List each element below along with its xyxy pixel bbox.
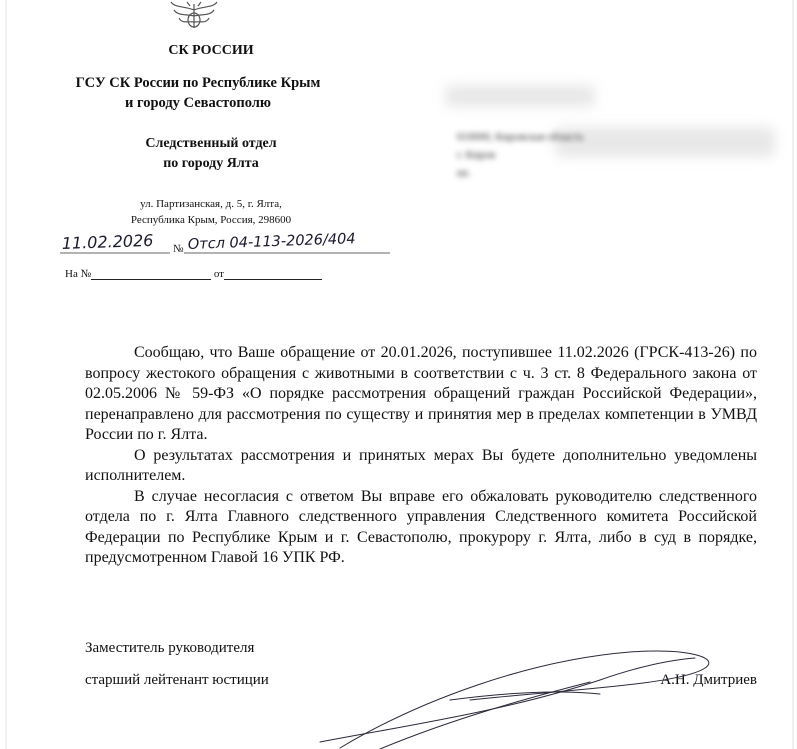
address-line-2: Республика Крым, Россия, 298600 [130,214,292,226]
dept-line-1: Следственный отдел [145,136,277,151]
letter-body [85,343,757,569]
signer-title: Заместитель руководителя [85,640,255,656]
org-line-1: ГСУ СК России по Республике Крым [75,75,321,91]
body-paragraph-3: В случае несогласия с ответом Вы вправе его обжаловать руководителю следственного отдела по г. Ялта Главного следственного управления Следственного комитета Российской Федерации по Республике Крым и г. Севастополю, прокурору г. Ялта, либо в суд в порядке, предусмотренном Главой 16 УПК РФ. [85,487,757,566]
org-short-name: СК РОССИИ [168,43,254,58]
org-address [80,196,342,228]
emblem-icon [165,0,223,30]
handwritten-signature-icon [300,630,720,749]
recipient-line-2: г. Киров [457,149,496,161]
redaction-fog [555,127,775,157]
reference-line [65,268,322,280]
reg-number-handwritten: Отсл 04-113-2026/404 [187,231,356,253]
signer-name: А.Н. Дмитриев [660,672,757,688]
recipient-line-3: кв. [457,167,471,179]
ref-label: На № [65,268,92,280]
redaction-fog [445,85,595,107]
department-name [80,134,342,174]
body-paragraph-1: Сообщаю, что Ваше обращение от 20.01.2026, поступившее 11.02.2026 (ГРСК-413-26) по вопросу жестокого обращения с животными в соответствии с ч. 3 ст. 8 Федерального закона от 02.05.2006 № 59-ФЗ «О порядке рассмотрения обращений граждан Российской Федерации», перенаправлено для рассмотрения по существу и принятия мер в пределах компетенции в УМВД России по г. Ялта. [85,344,757,443]
org-full-name [40,73,356,113]
address-line-1: ул. Партизанская, д. 5, г. Ялта, [140,198,282,210]
ref-date-blank [224,268,322,280]
org-line-2: и городу Севастополю [125,95,271,111]
dept-line-2: по городу Ялта [163,156,259,171]
recipient-line-1: 610000, Кировская область [457,131,584,143]
recipient-block [445,85,775,195]
reg-date-handwritten: 11.02.2026 [61,230,154,253]
ref-number-blank [91,268,211,280]
registration-line [60,229,400,261]
signer-rank: старший лейтенант юстиции [85,672,269,688]
reg-number-label: № [173,243,184,255]
body-paragraph-2: О результатах рассмотрения и принятых мерах Вы будете дополнительно уведомлены исполнителем. [85,446,757,484]
ref-from-label: от [213,268,224,280]
